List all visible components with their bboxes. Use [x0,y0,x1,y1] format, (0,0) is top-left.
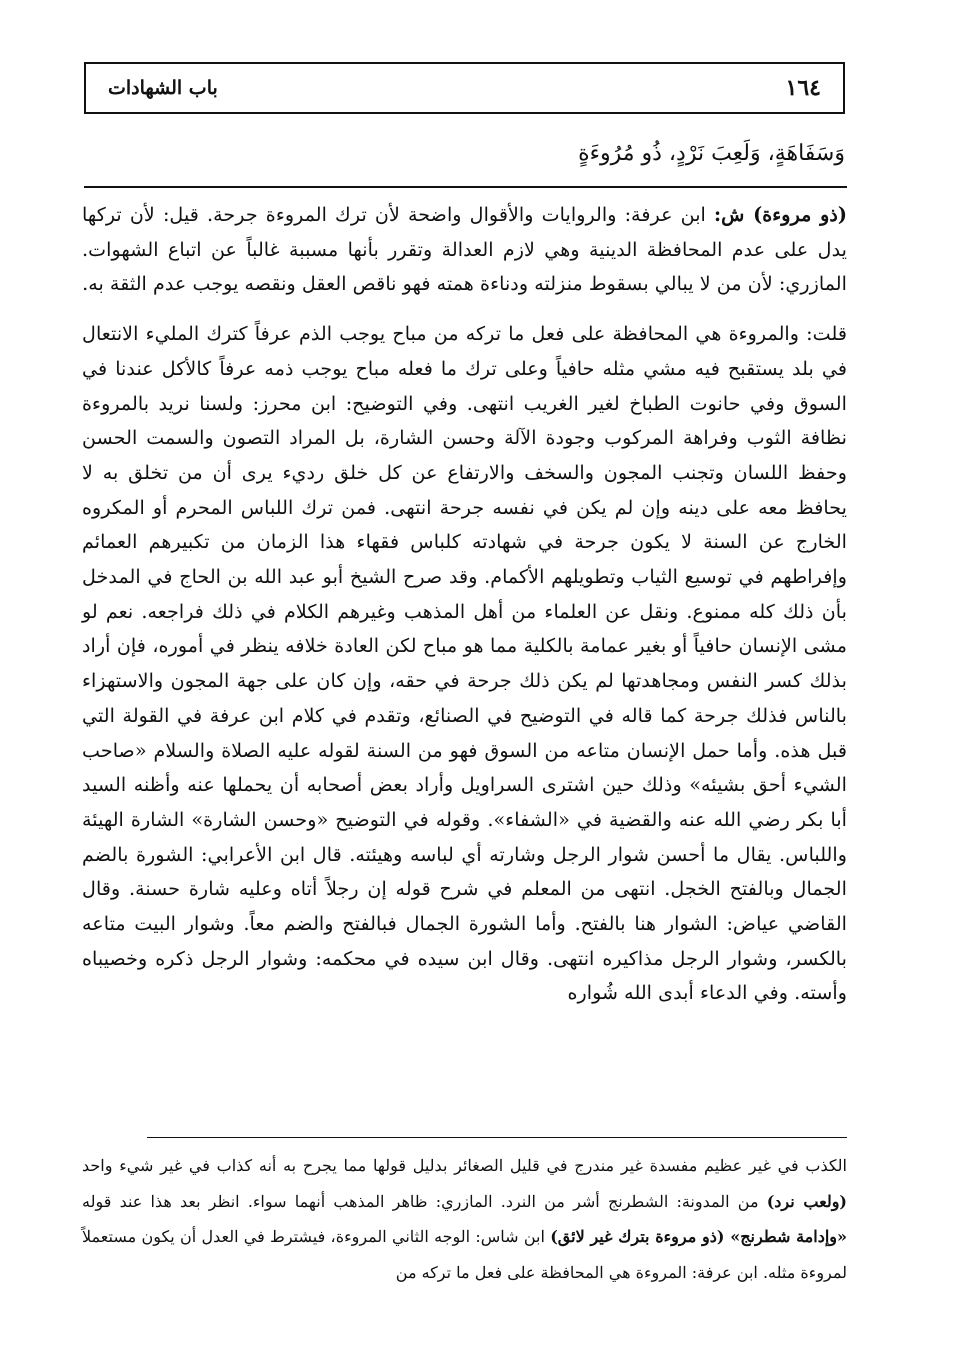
matn-separator-rule [84,186,847,188]
footnote-body [82,1148,847,1290]
commentary-term: (ذو مروءة) ش: [713,203,847,226]
footnote-paragraph [82,1148,847,1290]
page-header [84,62,845,114]
footnote-separator-rule [147,1137,847,1138]
commentary-paragraph-2: قلت: والمروءة هي المحافظة على فعل ما تركه من مباح يوجب الذم عرفاً كترك المليء الانتعال في بلد يستقبح فيه مشي مثله حافياً وعلى ترك ما فعله مباح يوجب ذمه عرفاً كالأكل عندنا في السوق وفي حانوت الطباخ لغير الغريب انتهى. وفي التوضيح: ابن محرز: ولسنا نريد بالمروءة نظافة الثوب وفراهة المركوب وجودة الآلة وحسن الشارة، بل المراد التصون والسمت الحسن وحفظ اللسان وتجنب المجون والسخف والارتفاع عن كل خلق رديء يرى أن من تخلق به لا يحافظ معه على دينه وإن لم يكن في نفسه جرحة انتهى. فمن ترك اللباس المحرم أو المكروه الخارج عن السنة لا يكون جرحة في شهادته كلباس فقهاء هذا الزمان من تكبيرهم العمائم وإفراطهم في توسيع الثياب وتطويلهم الأكمام. وقد صرح الشيخ أبو عبد الله بن الحاج في المدخل بأن ذلك كله ممنوع. ونقل عن العلماء من أهل المذهب وغيرهم الكلام في ذلك فراجعه. نعم لو مشى الإنسان حافياً أو بغير عمامة بالكلية مما هو مباح لكن العادة خلافه ينظر في أموره، فإن أراد بذلك كسر النفس ومجاهدتها لم يكن ذلك جرحة في حقه، وإن كان على جهة المجون والاستهزاء بالناس فذلك جرحة كما قاله في التوضيح في الصنائع، وتقدم في كلام ابن عرفة في القولة التي قبل هذه. وأما حمل الإنسان متاعه من السوق فهو من السنة لقوله عليه الصلاة والسلام «صاحب الشيء أحق بشيئه» وذلك حين اشترى السراويل وأراد بعض أصحابه أن يحملها عنه وأظنه السيد أبا بكر رضي الله عنه والقضية في «الشفاء». وقوله في التوضيح «وحسن الشارة» الشارة الهيئة واللباس. يقال ما أحسن شوار الرجل وشارته أي لباسه وهيئته. قال ابن الأعرابي: الشورة بالضم الجمال وبالفتح الخجل. انتهى من المعلم في شرح قوله إن رجلاً أتاه وعليه شارة حسنة. وقال القاضي عياض: الشوار هنا بالفتح. وأما الشورة الجمال فبالفتح والضم معاً. وشوار البيت متاعه بالكسر، وشوار الرجل مذاكيره انتهى. وقال ابن سيده في محكمه: وشوار الرجل ذكره وخصيباه وأسته. وفي الدعاء أبدى الله شُواره [82,322,847,1005]
footnote-text-2: من المدونة: الشطرنج أشر من النرد. المازري: ظاهر المذهب أنهما سواء. انظر بعد هذا عند قوله [82,1191,767,1211]
footnote-text-3: ابن شاس: الوجه الثاني المروءة، فيشترط في العدل أن يكون مستعملاً لمروءة مثله. ابن عرفة: المروءة هي المحافظة على فعل ما تركه من [82,1227,847,1282]
commentary-paragraph-1-text: ابن عرفة: والروايات والأقوال واضحة لأن ترك المروءة جرحة. قيل: لأن تركها يدل على عدم المحافظة الدينية وهي لازم العدالة وتقرر بأنها مسببة غالباً عن اتباع الشهوات. المازري: لأن من لا يبالي بسقوط منزلته ودناءة همته فهو ناقص العقل ونقصه يوجب عدم الثقة به. [82,203,847,296]
footnote-term-1: (ولعب نرد) [766,1191,847,1211]
footnote-text-1: الكذب في غير عظيم مفسدة غير مندرج في قليل الصغائر بدليل قولها مما يجرح به أنه كذاب في غير شيء واحد [82,1156,847,1175]
commentary-paragraph-1 [82,198,847,302]
page-number: ١٦٤ [785,75,821,101]
commentary-body [82,198,847,1011]
footnote-term-2: «وإدامة شطرنج» (ذو مروءة بترك غير لائق) [550,1227,847,1246]
chapter-title: باب الشهادات [108,77,218,99]
matn-text: وَسَفَاهَةٍ، وَلَعِبَ نَرْدٍ، ذُو مُرُوءَةٍ [578,141,845,166]
